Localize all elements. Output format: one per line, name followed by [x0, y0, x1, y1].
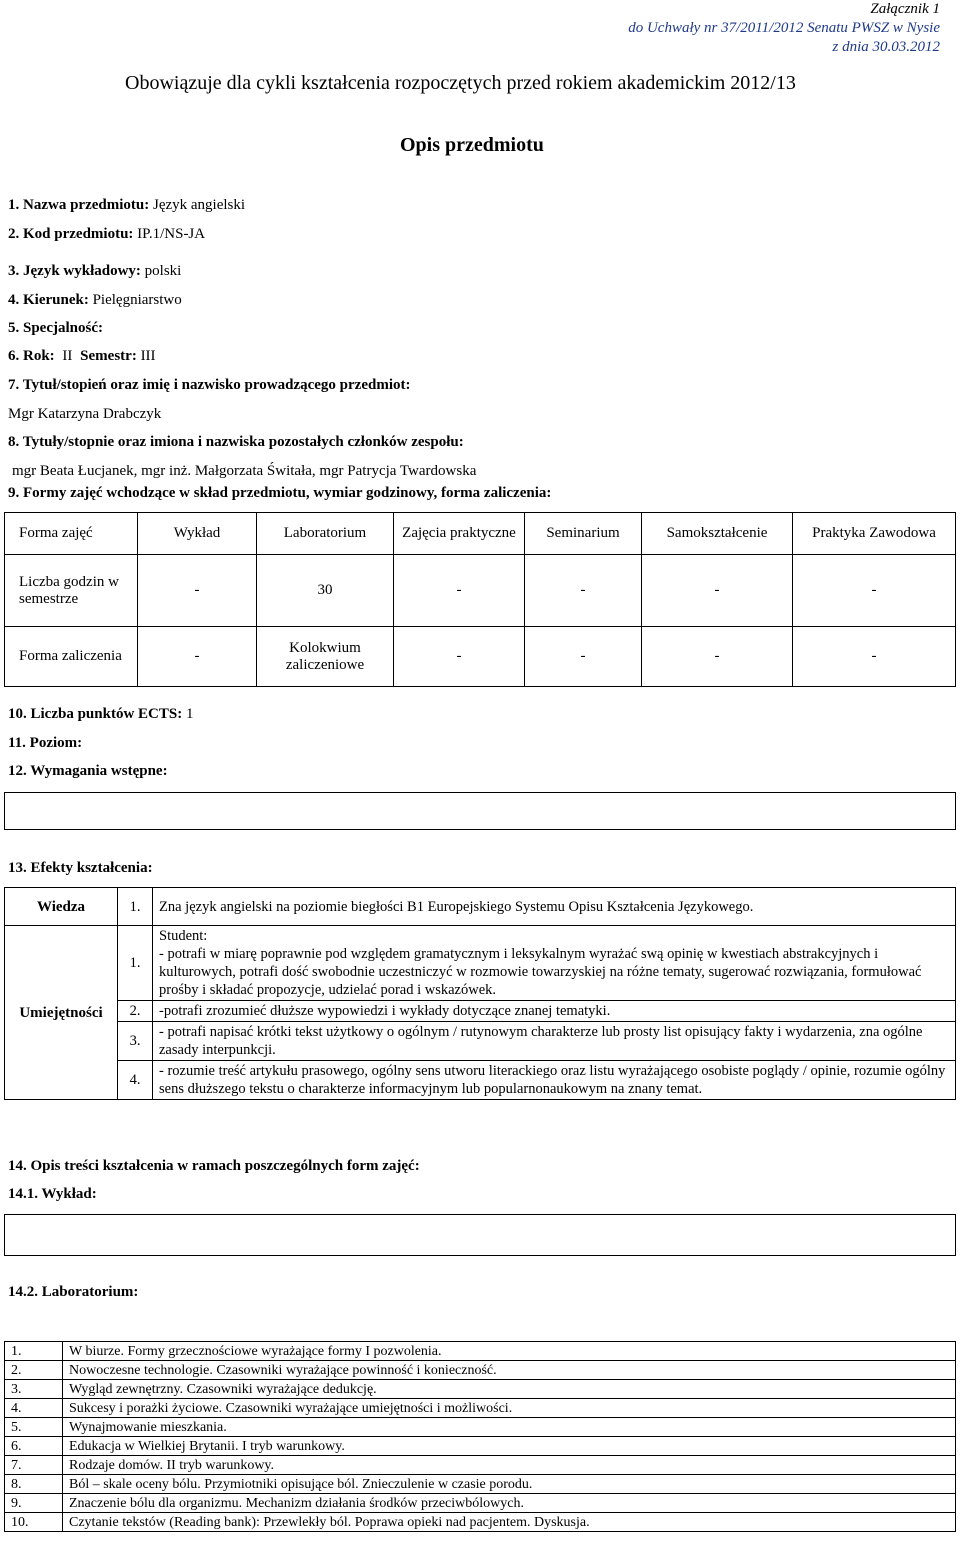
- table-row: [5, 1475, 956, 1494]
- field-label: 2. Kod przedmiotu:: [8, 226, 134, 242]
- field-label: 8. Tytuły/stopnie oraz imiona i nazwiska pozostałych członków zespołu:: [8, 434, 464, 450]
- outcome-number: 1.: [118, 888, 153, 926]
- field-year-semester: [8, 348, 156, 365]
- field-label: 5. Specjalność:: [8, 320, 103, 336]
- field-level: 11. Poziom:: [8, 735, 83, 751]
- year-value: II: [62, 348, 73, 364]
- topic-number: 5.: [5, 1418, 63, 1437]
- table-cell: -: [138, 555, 257, 627]
- table-row: [5, 1061, 956, 1100]
- field-course-name: [8, 197, 245, 214]
- outcome-text: -potrafi zrozumieć dłuższe wypowiedzi i wykłady dotyczące znanej tematyki.: [153, 1001, 956, 1022]
- table-header-cell: Laboratorium: [257, 513, 394, 555]
- field-label: 3. Język wykładowy:: [8, 263, 141, 279]
- topic-number: 3.: [5, 1380, 63, 1399]
- table-header-cell: Seminarium: [525, 513, 642, 555]
- prerequisites-box: [4, 792, 956, 830]
- field-label: 6. Rok:: [8, 348, 55, 364]
- topic-text: Wygląd zewnętrzny. Czasowniki wyrażające dedukcję.: [63, 1380, 956, 1399]
- topic-text: Nowoczesne technologie. Czasowniki wyrażające powinność i konieczność.: [63, 1361, 956, 1380]
- topic-number: 10.: [5, 1513, 63, 1532]
- table-row: [5, 555, 956, 627]
- table-header-cell: Samokształcenie: [642, 513, 793, 555]
- topic-number: 9.: [5, 1494, 63, 1513]
- table-cell: Kolokwium zaliczeniowe: [257, 627, 394, 687]
- field-laboratory: 14.2. Laboratorium:: [8, 1284, 139, 1300]
- outcome-text: [153, 926, 956, 1001]
- topic-number: 7.: [5, 1456, 63, 1475]
- field-value: Język angielski: [152, 197, 246, 213]
- topic-text: Znaczenie bólu dla organizmu. Mechanizm działania środków przeciwbólowych.: [63, 1494, 956, 1513]
- field-team-value: mgr Beata Łucjanek, mgr inż. Małgorzata Świtała, mgr Patrycja Twardowska: [12, 463, 477, 479]
- row-label: Liczba godzin w semestrze: [5, 555, 138, 627]
- table-cell: -: [525, 627, 642, 687]
- table-cell: -: [138, 627, 257, 687]
- table-cell: -: [525, 555, 642, 627]
- outcome-number: 3.: [118, 1022, 153, 1061]
- skills-label: Umiejętności: [5, 926, 118, 1100]
- table-cell: -: [793, 555, 956, 627]
- page-title: Opis przedmiotu: [400, 134, 544, 156]
- table-header-cell: Forma zajęć: [5, 513, 138, 555]
- topic-text: Ból – skale oceny bólu. Przymiotniki opisujące ból. Znieczulenie w czasie porodu.: [63, 1475, 956, 1494]
- table-row: [5, 1001, 956, 1022]
- field-label: Semestr:: [80, 348, 137, 364]
- topic-text: W biurze. Formy grzecznościowe wyrażające formy I pozwolenia.: [63, 1342, 956, 1361]
- table-row: [5, 888, 956, 926]
- table-cell: 30: [257, 555, 394, 627]
- resolution-ref: do Uchwały nr 37/2011/2012 Senatu PWSZ w Nysie: [628, 20, 940, 36]
- topic-text: Rodzaje domów. II tryb warunkowy.: [63, 1456, 956, 1475]
- outcome-text: - rozumie treść artykułu prasowego, ogólny sens utworu literackiego oraz listu wyrażającego osobiste poglądy / opinie, rozumie ogólny sens dłuższego tekstu o charakterze informacyjnym lub popularnonaukowym na znany temat.: [153, 1061, 956, 1100]
- table-cell: -: [793, 627, 956, 687]
- table-row: [5, 1456, 956, 1475]
- field-label: 1. Nazwa przedmiotu:: [8, 197, 150, 213]
- validity-notice: Obowiązuje dla cykli kształcenia rozpoczętych przed rokiem akademickim 2012/13: [125, 72, 796, 94]
- table-row: [5, 1022, 956, 1061]
- learning-outcomes-table: [4, 887, 956, 1100]
- laboratory-topics-table: [4, 1341, 956, 1532]
- table-row: [5, 1380, 956, 1399]
- outcome-number: 1.: [118, 926, 153, 1001]
- table-cell: -: [394, 555, 525, 627]
- field-value: IP.1/NS-JA: [137, 226, 206, 242]
- table-row: [5, 1494, 956, 1513]
- table-row: [5, 1342, 956, 1361]
- table-row: [5, 1513, 956, 1532]
- field-team-label: [8, 434, 464, 451]
- outcome-text: - potrafi napisać krótki tekst użytkowy o ogólnym / rutynowym charakterze lub prosty list opisujący fakty i wydarzenia, zna ogólne zasady interpunkcji.: [153, 1022, 956, 1061]
- field-forms-label: [8, 485, 551, 502]
- field-content-description: 14. Opis treści kształcenia w ramach poszczególnych form zajęć:: [8, 1158, 420, 1174]
- table-cell: -: [394, 627, 525, 687]
- annex-header: [628, 0, 940, 57]
- field-instructor-value: Mgr Katarzyna Drabczyk: [8, 406, 162, 422]
- outcome-body: - potrafi w miarę poprawnie pod względem gramatycznym i leksykalnym wyrażać swą opinię w kwestiach abstrakcyjnych i kulturowych, potrafi dość swobodnie uczestniczyć w rozmowie towarzyskiej na różne tematy, sugerować rozwiązania, formułować prośby i składać propozycje, udzielać porad i wskazówek.: [159, 946, 922, 998]
- topic-text: Czytanie tekstów (Reading bank): Przewlekły ból. Poprawa opieki nad pacjentem. Dyskusja.: [63, 1513, 956, 1532]
- field-label: 9. Formy zajęć wchodzące w skład przedmiotu, wymiar godzinowy, forma zaliczenia:: [8, 485, 552, 501]
- table-row: [5, 627, 956, 687]
- topic-number: 6.: [5, 1437, 63, 1456]
- topic-number: 1.: [5, 1342, 63, 1361]
- annex-number: Załącznik 1: [870, 1, 940, 17]
- outcome-number: 2.: [118, 1001, 153, 1022]
- field-label: 10. Liczba punktów ECTS:: [8, 706, 183, 722]
- table-row: [5, 926, 956, 1001]
- semester-value: III: [140, 348, 156, 364]
- field-instructor-label: [8, 377, 410, 394]
- field-specialty: [8, 320, 103, 337]
- lecture-box: [4, 1214, 956, 1256]
- field-course-code: [8, 226, 205, 243]
- table-row: [5, 1361, 956, 1380]
- table-header-row: [5, 513, 956, 555]
- field-label: 4. Kierunek:: [8, 292, 89, 308]
- table-cell: -: [642, 627, 793, 687]
- field-language: [8, 263, 181, 280]
- table-header-cell: Praktyka Zawodowa: [793, 513, 956, 555]
- topic-number: 4.: [5, 1399, 63, 1418]
- table-row: [5, 1437, 956, 1456]
- knowledge-label: Wiedza: [5, 888, 118, 926]
- field-major: [8, 292, 182, 309]
- topic-number: 2.: [5, 1361, 63, 1380]
- row-label: Forma zaliczenia: [5, 627, 138, 687]
- topic-text: Sukcesy i porażki życiowe. Czasowniki wyrażające umiejętności i możliwości.: [63, 1399, 956, 1418]
- field-prerequisites: 12. Wymagania wstępne:: [8, 763, 168, 779]
- field-lecture: 14.1. Wykład:: [8, 1186, 97, 1202]
- field-ects: [8, 706, 193, 723]
- table-row: [5, 1399, 956, 1418]
- field-value: 1: [185, 706, 194, 722]
- topic-number: 8.: [5, 1475, 63, 1494]
- outcome-text: Zna język angielski na poziomie biegłości B1 Europejskiego Systemu Opisu Kształcenia Językowego.: [153, 888, 956, 926]
- resolution-date: z dnia 30.03.2012: [832, 39, 940, 55]
- field-label: 7. Tytuł/stopień oraz imię i nazwisko prowadzącego przedmiot:: [8, 377, 411, 393]
- field-learning-outcomes: 13. Efekty kształcenia:: [8, 860, 153, 876]
- table-header-cell: Zajęcia praktyczne: [394, 513, 525, 555]
- topic-text: Edukacja w Wielkiej Brytanii. I tryb warunkowy.: [63, 1437, 956, 1456]
- outcome-number: 4.: [118, 1061, 153, 1100]
- outcome-intro: Student:: [159, 928, 208, 944]
- table-row: [5, 1418, 956, 1437]
- table-header-cell: Wykład: [138, 513, 257, 555]
- field-value: polski: [144, 263, 182, 279]
- field-value: Pielęgniarstwo: [92, 292, 182, 308]
- topic-text: Wynajmowanie mieszkania.: [63, 1418, 956, 1437]
- class-forms-table: [4, 512, 956, 687]
- table-cell: -: [642, 555, 793, 627]
